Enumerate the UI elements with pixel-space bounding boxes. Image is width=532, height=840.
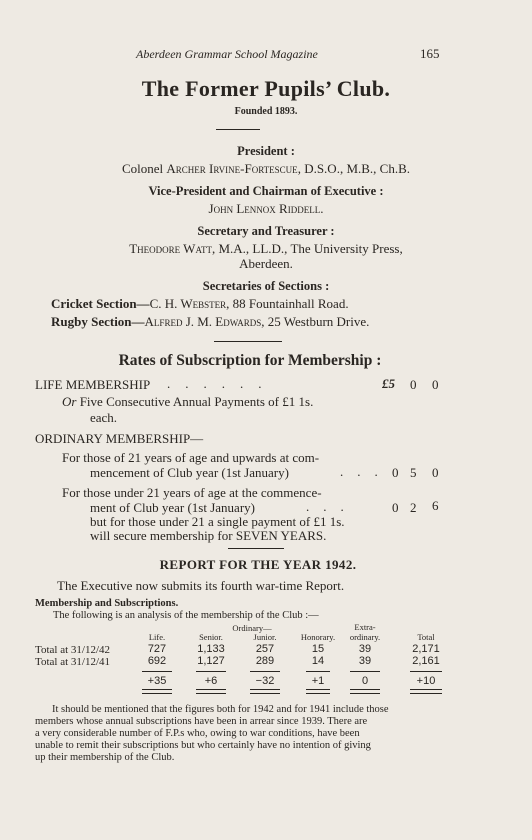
column-rule <box>250 671 280 672</box>
column-rule <box>196 671 226 672</box>
column-header: Senior. <box>199 632 223 642</box>
page-title: The Former Pupils’ Club. <box>141 76 391 101</box>
dot-leader: ...... <box>167 376 277 391</box>
ordinary-membership-label: ORDINARY MEMBERSHIP— <box>35 431 204 446</box>
column-header: ordinary. <box>349 632 381 642</box>
ordinary-over-21-line-1: For those of 21 years of age and upwards at com- <box>62 450 320 465</box>
table-row-label: Total at 31/12/41 <box>35 656 110 668</box>
difference-cell: +35 <box>147 675 167 687</box>
double-rule <box>250 689 280 694</box>
secretary-line-1: Theodore Watt, M.A., LL.D., The University Press, <box>129 241 403 256</box>
divider <box>228 548 284 549</box>
page-number: 165 <box>420 46 440 61</box>
vice-president-heading: Vice-President and Chairman of Executive : <box>148 184 384 198</box>
dot-leader: ... <box>306 499 358 514</box>
note-line-4: unable to remit their subscriptions but who certainly have no intention of giving <box>35 740 371 751</box>
sections-heading: Secretaries of Sections : <box>202 279 330 293</box>
secretary-line-2: Aberdeen. <box>239 256 293 271</box>
column-group-header: Ordinary— <box>232 623 272 633</box>
ordinary-over-21-pounds: 0 <box>392 465 399 480</box>
divider <box>216 129 260 130</box>
note-line-3: a very considerable number of F.P.s who, owing to war conditions, have been <box>35 728 360 739</box>
table-cell: 39 <box>358 643 372 655</box>
rates-heading: Rates of Subscription for Membership : <box>118 352 382 369</box>
table-cell: 1,127 <box>197 655 225 667</box>
table-cell: 2,171 <box>412 643 440 655</box>
table-cell: 39 <box>358 655 372 667</box>
report-intro: The Executive now submits its fourth war-time Report. <box>57 578 345 593</box>
ordinary-under-21-pounds: 0 <box>392 500 399 515</box>
life-pounds: £5 <box>382 376 395 391</box>
column-rule <box>306 671 330 672</box>
double-rule <box>350 689 380 694</box>
ordinary-under-21-shillings: 2 <box>410 500 417 515</box>
difference-cell: 0 <box>361 675 369 687</box>
table-cell: 2,161 <box>412 655 440 667</box>
double-rule <box>142 689 172 694</box>
column-rule <box>410 671 442 672</box>
table-cell: 257 <box>255 643 275 655</box>
running-header: Aberdeen Grammar School Magazine <box>136 47 318 61</box>
table-cell: 1,133 <box>197 643 225 655</box>
difference-cell: −32 <box>255 675 275 687</box>
ordinary-under-21-pence: 6 <box>432 498 439 513</box>
life-alternative-line-2: each. <box>90 410 118 425</box>
double-rule <box>410 689 442 694</box>
note-line-5: up their membership of the Club. <box>35 752 175 763</box>
dot-leader: ... <box>340 464 392 479</box>
column-rule <box>142 671 172 672</box>
double-rule <box>196 689 226 694</box>
membership-heading: Membership and Subscriptions. <box>35 598 179 609</box>
note-line-1: It should be mentioned that the figures both for 1942 and for 1941 include those <box>52 704 389 715</box>
table-row-label: Total at 31/12/42 <box>35 644 110 656</box>
difference-cell: +1 <box>311 675 325 687</box>
ordinary-under-21-line-4: will secure membership for SEVEN YEARS. <box>90 528 327 543</box>
life-pence: 0 <box>432 377 439 392</box>
table-cell: 14 <box>311 655 325 667</box>
table-cell: 727 <box>147 643 167 655</box>
column-header: Junior. <box>253 632 277 642</box>
president-name: Colonel Archer Irvine-Fortescue, D.S.O., M.B., Ch.B. <box>121 161 411 176</box>
difference-cell: +10 <box>416 675 436 687</box>
president-heading: President : <box>237 144 295 158</box>
column-header: Life. <box>148 632 166 642</box>
ordinary-under-21-line-1: For those under 21 years of age at the commence- <box>62 485 322 500</box>
report-heading: REPORT FOR THE YEAR 1942. <box>159 557 357 572</box>
column-header: Total <box>417 632 435 642</box>
ordinary-over-21-pence: 0 <box>432 465 439 480</box>
life-shillings: 0 <box>410 377 417 392</box>
founded-line: Founded 1893. <box>234 106 298 117</box>
life-alternative-line-1: Or Five Consecutive Annual Payments of £1 1s. <box>62 394 314 409</box>
rugby-section-line: Rugby Section—Alfred J. M. Edwards, 25 Westburn Drive. <box>51 314 370 329</box>
analysis-intro: The following is an analysis of the membership of the Club :— <box>53 610 319 621</box>
difference-cell: +6 <box>204 675 218 687</box>
note-line-2: members whose annual subscriptions have been in arrear since 1939. There are <box>35 716 368 727</box>
double-rule <box>306 689 330 694</box>
ordinary-over-21-line-2: mencement of Club year (1st January) <box>90 465 289 480</box>
ordinary-under-21-line-3: but for those under 21 a single payment of £1 1s. <box>90 514 345 529</box>
cricket-section-line: Cricket Section—C. H. Webster, 88 Fountainhall Road. <box>51 296 349 311</box>
divider <box>214 341 282 342</box>
ordinary-over-21-shillings: 5 <box>410 465 417 480</box>
table-cell: 289 <box>255 655 275 667</box>
column-header: Extra- <box>354 622 376 632</box>
column-header: Honorary. <box>300 632 336 642</box>
vice-president-name: John Lennox Riddell. <box>208 201 324 216</box>
secretary-heading: Secretary and Treasurer : <box>197 224 335 238</box>
table-cell: 15 <box>311 643 325 655</box>
ordinary-under-21-line-2: ment of Club year (1st January) <box>90 500 255 515</box>
table-cell: 692 <box>147 655 167 667</box>
column-rule <box>350 671 380 672</box>
life-membership-label: LIFE MEMBERSHIP <box>35 377 151 392</box>
